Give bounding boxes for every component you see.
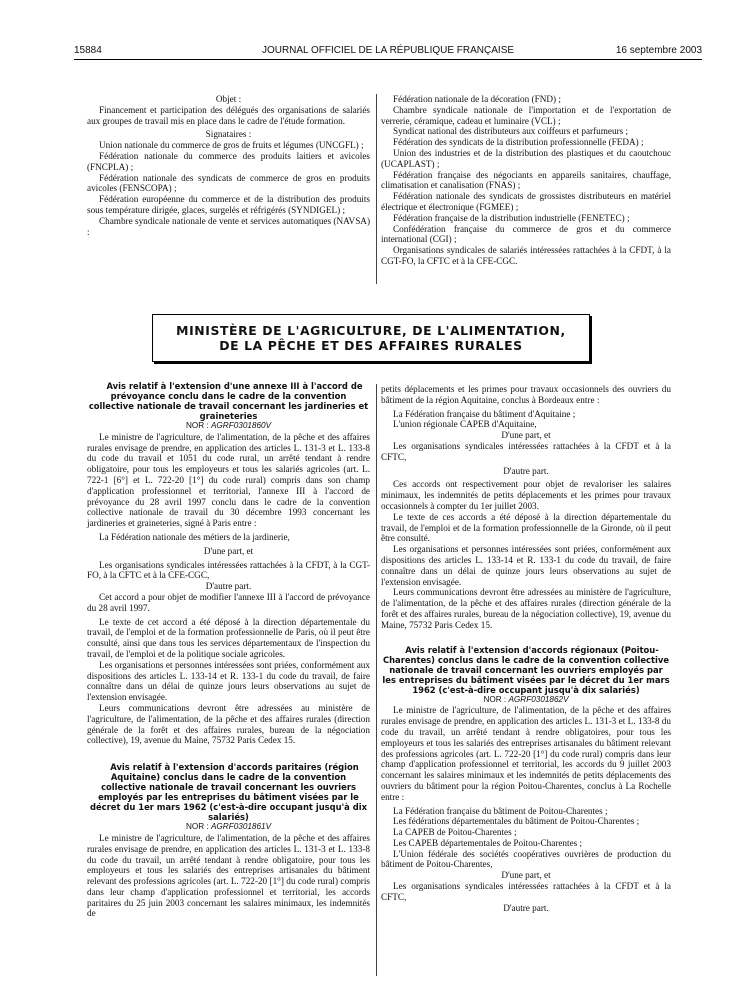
issue-date: 16 septembre 2003 — [615, 45, 702, 56]
paragraph: Leurs communications devront être adressées au ministère de l'agriculture, de l'alimentation, de la pêche et des affaires rurales (direction générale de la forêt et des affaires rurales, bureau de la négociation collective), 19, avenue du Maine, 75732 Paris Cedex 15. — [87, 702, 370, 746]
signatory-item: Fédération nationale des syndicats de grossistes distributeurs en matériel électrique et électronique (FGMEE) ; — [381, 191, 671, 212]
article-3-nor-label: NOR : — [483, 694, 509, 704]
paragraph: D'autre part. — [503, 902, 549, 913]
signatory-item: Union des industries et de la distribution des plastiques et du caoutchouc (UCAPLAST) ; — [381, 147, 671, 169]
article-1-body — [87, 432, 370, 746]
paragraph: Les organisations syndicales intéressées rattachées à la CFDT et à la CFTC, — [381, 440, 671, 462]
paragraph: La CAPEB de Poitou-Charentes ; — [393, 827, 517, 838]
paragraph: Le texte de ces accords a été déposé à la direction départementale du travail, de l'emploi et de la formation professionnelle de la Gironde, où il peut être consulté. — [381, 511, 671, 544]
ministry-line-2: DE LA PÊCHE ET DES AFFAIRES RURALES — [219, 338, 523, 353]
paragraph: Leurs communications devront être adressées au ministère de l'agriculture, de l'alimentation, de la pêche et des affaires rurales (direction générale de la forêt et des affaires rurales, bureau de la négociation collective), 19, avenue du Maine, 75732 Paris Cedex 15. — [381, 587, 671, 630]
article-1-nor-label: NOR : — [185, 421, 211, 430]
page-number: 15884 — [74, 45, 102, 56]
ministry-heading — [152, 314, 590, 362]
paragraph: Objet : — [215, 94, 242, 104]
signatory-item: Organisations syndicales de salariés intéressées rattachées à la CFDT, à la CGT-FO, la CFTC et à la CFE-CGC. — [381, 245, 671, 266]
article-3-nor-code: AGRF0301862V — [508, 694, 569, 704]
paragraph: petits déplacements et les primes pour travaux occasionnels des ouvriers du bâtiment de la région Aquitaine, conclus à Bordeaux entre : — [381, 384, 671, 405]
article-2-nor-code: AGRF0301861V — [210, 822, 272, 832]
paragraph: Les organisations syndicales intéressées rattachées à la CFDT et à la CFTC, — [381, 881, 671, 902]
paragraph: La Fédération française du bâtiment de Poitou-Charentes ; — [393, 805, 608, 816]
article-3-title: Avis relatif à l'extension d'accords régionaux (Poitou-Charentes) conclus dans le cadre de la convention collective nationale de travail concernant les ouvriers employés par les entreprises du bâtiment visées par le décret du 1er mars 1962 (c'est-à-dire occupant jusqu'à dix salariés) — [382, 644, 670, 695]
paragraph: Fédération européenne du commerce et de la distribution des produits sous température dirigée, glaces, surgelés et réfrigérés (SYNDIGEL) ; — [87, 194, 370, 215]
paragraph: Les organisations et personnes intéressées sont priées, conformément aux dispositions des articles L. 133-14 et R. 133-1 du code du travail, de faire connaître dans un délai de quinze jours leurs observations au sujet de l'extension envisagée. — [381, 544, 671, 587]
paragraph: La Fédération française du bâtiment d'Aquitaine ; — [393, 408, 576, 419]
article-1-nor — [87, 421, 370, 432]
article-2-body-right — [381, 384, 671, 631]
article-3-nor — [381, 695, 671, 706]
ministry-line-1: MINISTÈRE DE L'AGRICULTURE, DE L'ALIMENTATION, — [176, 323, 566, 338]
paragraph: Ces accords ont respectivement pour objet de revaloriser les salaires minimaux, les indemnités de petits déplacements et les primes pour travaux occasionnels à compter du 1er juillet 2003. — [381, 479, 671, 511]
column-divider-top — [376, 94, 377, 284]
paragraph: D'une part, et — [501, 430, 551, 441]
header-rule — [74, 59, 702, 60]
paragraph: Financement et participation des délégués des organisations de salariés aux groupes de travail mis en place dans le cadre de l'étude formation. — [87, 104, 370, 126]
page-header — [74, 45, 702, 59]
top-left-column — [87, 94, 370, 237]
article-2-body-left — [87, 833, 370, 919]
paragraph: Fédération nationale des syndicats de commerce de gros en produits avicoles (FENSCOPA) ; — [87, 172, 370, 194]
paragraph: Le ministre de l'agriculture, de l'alimentation, de la pêche et des affaires rurales envisage de prendre, en application des articles L. 131-3 et L. 133-8 du code du travail, un arrêté tendant à rendre obligatoire, pour tous les employeurs et tous les salariés des entreprises artisanales du bâtiment relevant des professions agricoles (art. L. 722-20 [1°] du code rural) compris dans leur champ d'application professionnel et territorial, les accords paritaires du 25 juin 2003 concernant les salaires minimaux, les indemnités de — [87, 832, 370, 919]
paragraph: D'une part, et — [203, 545, 254, 556]
article-2-title: Avis relatif à l'extension d'accords paritaires (région Aquitaine) conclus dans le cadre de la convention collective nationale de travail concernant les ouvriers employés par les entreprises du bâtiment visées par le décret du 1er mars 1962 (c'est-à-dire occupant jusqu'à dix salariés) — [90, 762, 367, 823]
paragraph: L'union régionale CAPEB d'Aquitaine, — [393, 419, 537, 430]
article-1-title: Avis relatif à l'extension d'une annexe III à l'accord de prévoyance conclu dans le cadre de la convention collective nationale de travail concernant les jardineries et graineteries — [88, 381, 369, 421]
paragraph: D'autre part. — [503, 465, 549, 476]
paragraph: Union nationale du commerce de gros de fruits et légumes (UNCGFL) ; — [99, 140, 364, 151]
column-divider-bottom — [376, 384, 377, 976]
paragraph: Chambre syndicale nationale de vente et services automatiques (NAVSA) : — [87, 215, 370, 237]
bottom-left-column — [87, 381, 370, 919]
signatory-item: Chambre syndicale nationale de l'importation et de l'exportation de verrerie, céramique, cadeau et luminaire (VCL) ; — [381, 104, 671, 126]
article-3-body — [381, 705, 671, 913]
paragraph: L'Union fédérale des sociétés coopératives ouvrières de production du bâtiment de Poitou-Charentes, — [381, 848, 671, 870]
paragraph: Les CAPEB départementales de Poitou-Charentes ; — [393, 837, 583, 848]
paragraph: Signataires : — [205, 129, 252, 140]
signatory-item: Fédération française des négociants en appareils sanitaires, chauffage, climatisation et canalisation (FNAS) ; — [381, 169, 671, 191]
paragraph: Les organisations syndicales intéressées rattachées à la CFDT, à la CGT-FO, à la CFTC et à la CFE-CGC, — [87, 559, 370, 581]
journal-title: JOURNAL OFFICIEL DE LA RÉPUBLIQUE FRANÇAISE — [261, 45, 515, 56]
paragraph: Les organisations et personnes intéressées sont priées, conformément aux dispositions des articles L. 133-14 et R. 133-1 du code du travail, de faire connaître dans un délai de quinze jours leurs observations au sujet de l'extension envisagée. — [87, 659, 370, 703]
article-1-nor-code: AGRF0301860V — [210, 421, 272, 430]
paragraph: D'autre part. — [205, 581, 252, 592]
top-right-column — [381, 94, 671, 267]
signatory-item: Fédération nationale de la décoration (FND) ; — [393, 94, 561, 104]
bottom-right-column — [381, 384, 671, 913]
paragraph: Fédération nationale du commerce des produits laitiers et avicoles (FNCPLA) ; — [87, 150, 370, 172]
paragraph: La Fédération nationale des métiers de la jardinerie, — [99, 531, 290, 542]
signatory-item: Syndicat national des distributeurs aux coiffeurs et parfumeurs ; — [393, 126, 629, 137]
paragraph: Le texte de cet accord a été déposé à la direction départementale du travail, de l'emploi et de la formation professionnelle de Paris, où il peut être consulté, ainsi que dans tous les services départementaux de l'inspection du travail, de l'emploi et de la politique sociale agricoles. — [87, 616, 370, 659]
signatory-item: Fédération française de la distribution industrielle (FENETEC) ; — [393, 212, 630, 223]
article-2-nor-label: NOR : — [185, 822, 211, 832]
paragraph: Les fédérations départementales du bâtiment de Poitou-Charentes ; — [393, 816, 640, 827]
signatory-item: Fédération des syndicats de la distribution professionnelle (FEDA) ; — [393, 137, 644, 148]
paragraph: Le ministre de l'agriculture, de l'alimentation, de la pêche et des affaires rurales envisage de prendre, en application des articles L. 131-3 et L. 133-8 du code du travail, un arrêté tendant à rendre obligatoires, pour tous les employeurs et tous les salariés des entreprises artisanales du bâtiment relevant des professions agricoles (art. L. 722-20 [1°] du code rural) compris dans leur champ d'application professionnel et territorial, les accords du 9 juillet 2003 concernant les salaires minimaux et les indemnités de petits déplacements des ouvriers du bâtiment pour la région Poitou-Charentes, conclus à La Rochelle entre : — [381, 705, 671, 802]
paragraph: Le ministre de l'agriculture, de l'alimentation, de la pêche et des affaires rurales envisage de prendre, en application des articles L. 131-3 et L. 133-8 du code du travail et 1051 du code rural, un arrêté tendant à rendre obligatoire, pour tous les employeurs et tous les salariés agricoles (art. L. 722-1 [6°] et L. 722-20 [1°] du code rural) compris dans son champ d'application professionnel et territorial, l'annexe III à l'accord de prévoyance du 28 avril 1997 conclu dans le cadre de la convention collective nationale de travail du 30 décembre 1993 concernant les jardineries et graineteries, signé à Paris entre : — [87, 431, 370, 529]
signatory-item: Confédération française du commerce de gros et du commerce international (CGI) ; — [381, 223, 671, 245]
paragraph: D'une part, et — [501, 870, 551, 881]
paragraph: Cet accord a pour objet de modifier l'annexe III à l'accord de prévoyance du 28 avril 1997. — [87, 591, 370, 613]
article-2-nor — [87, 822, 370, 833]
